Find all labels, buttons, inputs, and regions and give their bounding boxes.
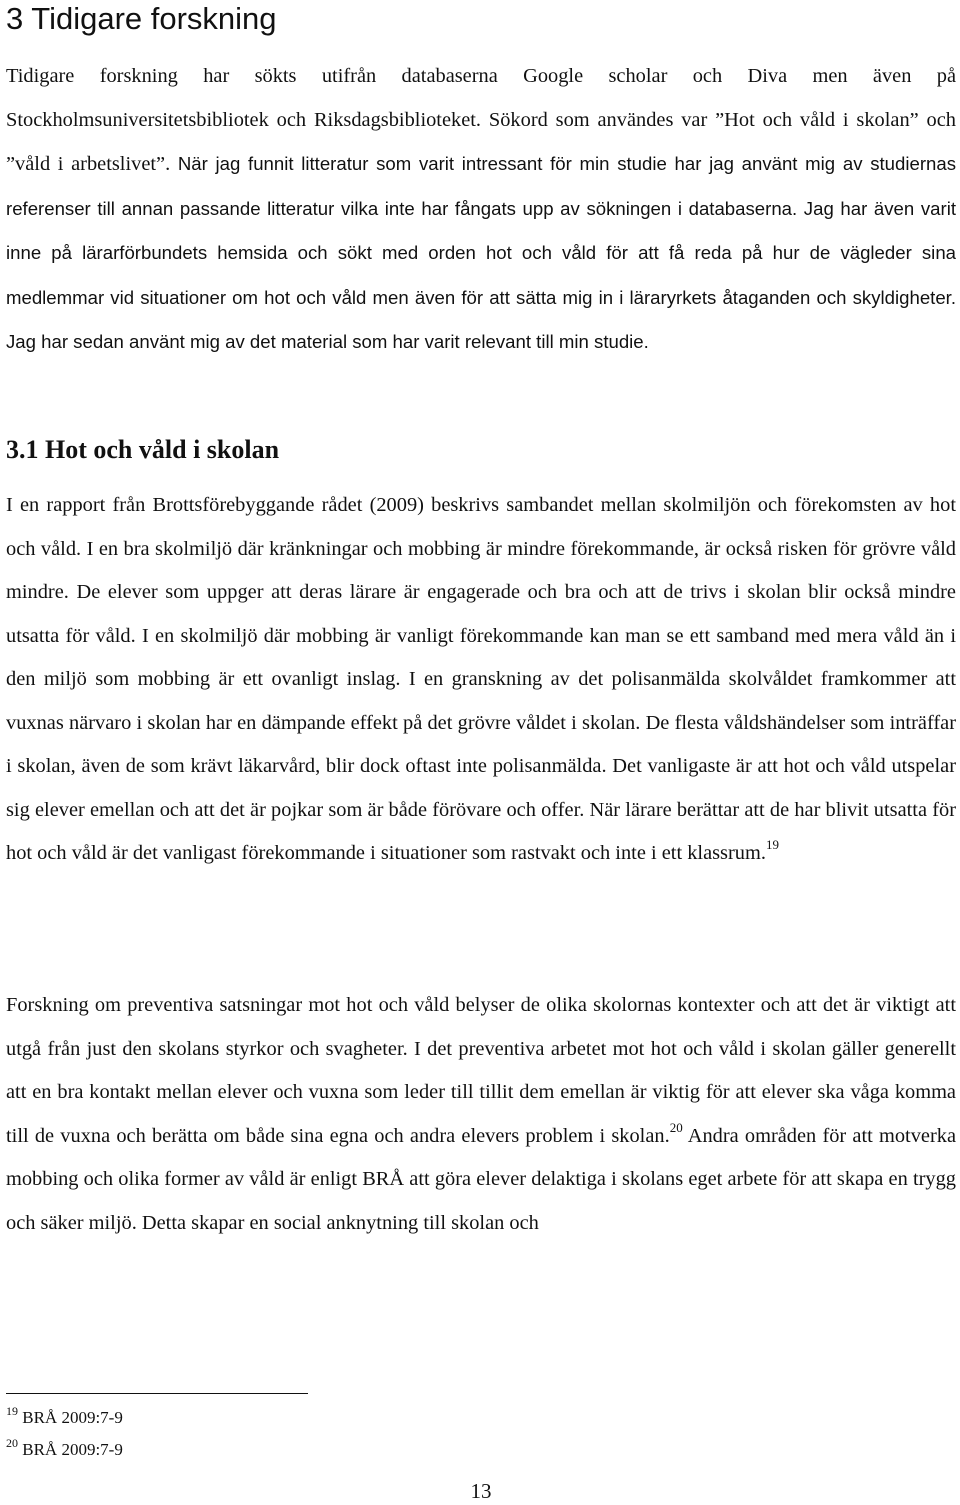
footnote-20 <box>6 1434 123 1466</box>
footnote-text: BRÅ 2009:7-9 <box>18 1408 123 1427</box>
footnotes <box>6 1402 123 1466</box>
footnote-divider <box>6 1393 308 1394</box>
footnote-ref-20[interactable]: 20 <box>669 1119 683 1135</box>
section-paragraph-2 <box>6 984 956 1245</box>
intro-text-part1: Tidigare forskning har sökts utifrån databaserna Google scholar och Diva men även på Stockholmsuniversitetsbibliotek och Riksdagsbiblioteket. Sökord som användes var ”Hot och våld i skolan” och ”våld i arbetslivet”. <box>6 65 956 175</box>
footnote-number: 19 <box>6 1404 18 1419</box>
footnote-19 <box>6 1402 123 1434</box>
section-paragraph-2-text-b: Andra områden för att motverka mobbing och olika former av våld är enligt BRÅ att göra elever delaktiga i skolans eget arbete för att skapa en trygg och säker miljö. Detta skapar en social anknytning till skolan och <box>6 1124 956 1234</box>
page-number: 13 <box>470 1479 492 1503</box>
footnote-ref-19[interactable]: 19 <box>765 837 779 853</box>
document-page <box>6 0 956 1503</box>
footnote-number: 20 <box>6 1436 18 1451</box>
intro-text-part2: När jag funnit litteratur som varit intressant för min studie har jag använt mig av studiernas referenser till annan passande litteratur vilka inte har fångats upp av sökningen i databaserna. <box>6 153 956 219</box>
intro-paragraph <box>6 55 956 365</box>
chapter-title: 3 Tidigare forskning <box>6 1 277 36</box>
section-paragraph-2-text-a: Forskning om preventiva satsningar mot hot och våld belyser de olika skolornas kontexter och att det är viktigt att utgå från just den skolans styrkor och svagheter. I det preventiva arbetet mot hot och våld i skolan gäller generellt att en bra kontakt mellan elever och vuxna som leder till tillit dem emellan är viktig för att elever ska våga komma till de vuxna och berätta om både sina egna och andra elevers problem i skolan. <box>6 994 956 1147</box>
section-paragraph-1 <box>6 484 956 876</box>
section-heading: 3.1 Hot och våld i skolan <box>6 435 280 464</box>
section-paragraph-1-text: I en rapport från Brottsförebyggande rådet (2009) beskrivs sambandet mellan skolmiljön och förekomsten av hot och våld. I en bra skolmiljö där kränkningar och mobbing är mindre förekommande, är också risken för grövre våld mindre. De elever som uppger att deras lärare är engagerade och bra och att de trivs i skolan blir också mindre utsatta för våld. I en skolmiljö där mobbing är vanligt förekommande kan man se ett samband med mera våld än i den miljö som mobbing är ett ovanligt inslag. I en granskning av det polisanmälda skolvåldet framkommer att vuxnas närvaro i skolan har en dämpande effekt på det grövre våldet i skolan. De flesta våldshändelser som inträffar i skolan, även de som krävt läkarvård, blir dock oftast inte polisanmälda. Det vanligaste är att hot och våld utspelar sig elever emellan och att det är pojkar som är både förövare och offer. När lärare berättar att de har blivit utsatta för hot och våld är det vanligast förekommande i situationer som rastvakt och inte i ett klassrum. <box>6 494 956 864</box>
intro-text-part3: Jag har även varit inne på lärarförbundets hemsida och sökt med orden hot och våld för att få reda på hur de vägleder sina medlemmar vid situationer om hot och våld men även för att sätta mig in i läraryrkets åtaganden och skyldigheter. Jag har sedan använt mig av det material som har varit relevant till min studie. <box>6 197 956 352</box>
footnote-text: BRÅ 2009:7-9 <box>18 1440 123 1459</box>
